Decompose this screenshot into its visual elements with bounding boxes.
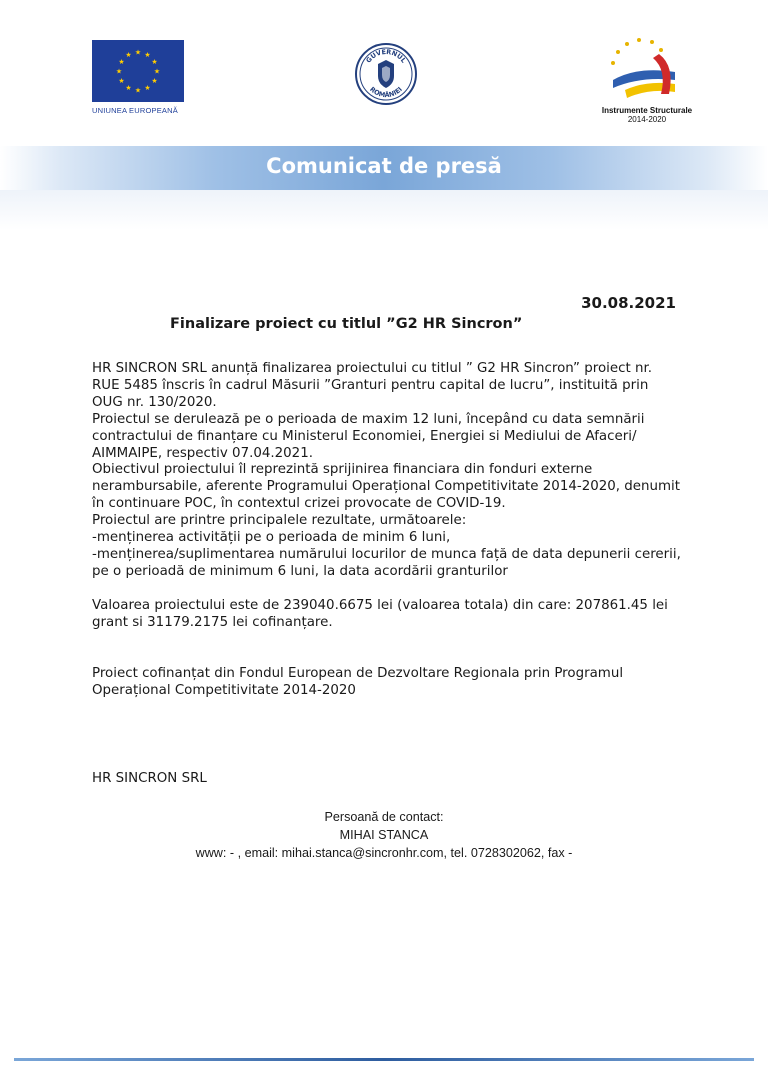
company-signature: HR SINCRON SRL: [92, 771, 207, 786]
project-value: Valoarea proiectului este de 239040.6675 lei (valoarea totala) din care: 207861.45 lei grant si 31179.2175 lei cofinanțare.: [92, 597, 668, 630]
is-caption-years: 2014-2020: [627, 115, 667, 124]
eu-star-icon: ★: [134, 86, 142, 95]
government-seal-icon: [354, 42, 418, 106]
eu-logo: [92, 40, 184, 116]
body-paragraph: -menținerea activității pe o perioada de minim 6 luni,: [92, 530, 451, 546]
contact-label: Persoană de contact:: [324, 810, 444, 824]
funding-statement: Proiect cofinanțat din Fondul European de Dezvoltare Regionala prin Programul Operațional Competitivitate 2014-2020: [92, 665, 624, 698]
contact-block: [0, 808, 768, 862]
release-title: Finalizare proiect cu titlul ”G2 HR Sincron”: [170, 316, 523, 332]
press-release-banner: [0, 146, 768, 190]
release-date: 30.08.2021: [581, 294, 676, 312]
eu-star-icon: ★: [144, 51, 151, 60]
contact-name: MIHAI STANCA: [339, 828, 429, 842]
footer-divider: [14, 1058, 754, 1061]
structural-instruments-icon: [597, 36, 697, 102]
instrumente-structurale-logo: [597, 36, 697, 128]
eu-flag-icon: [92, 40, 184, 102]
body-paragraph: Obiectivul proiectului îl reprezintă sprijinirea financiara din fonduri externe nerambursabile, aferente Programului Operațional Competitivitate 2014-2020, denumit în continuare POC, în contextul crizei provocate de COVID-19.: [92, 462, 681, 512]
eu-star-icon: ★: [118, 77, 125, 85]
body-paragraph: -menținerea/suplimentarea numărului locurilor de munca față de data depunerii cererii, pe o perioadă de minimum 6 luni, la data acordării granturilor: [92, 546, 681, 579]
eu-star-icon: ★: [118, 58, 125, 66]
eu-star-icon: ★: [134, 48, 142, 57]
body-paragraph: Proiectul are printre principalele rezultate, următoarele:: [92, 513, 467, 529]
eu-star-icon: ★: [125, 83, 132, 92]
gov-seal-bottom-text: ROMÂNIEI: [368, 85, 404, 100]
banner-title: Comunicat de presă: [266, 154, 502, 178]
eu-star-icon: ★: [144, 83, 151, 92]
eu-caption: UNIUNEA EUROPEANĂ: [92, 106, 178, 115]
body-paragraph: HR SINCRON SRL anunță finalizarea proiectului cu titlul ” G2 HR Sincron” proiect nr. RUE 5485 înscris în cadrul Măsurii ”Granturi pentru capital de lucru”, instituită prin OUG nr. 130/2020.: [92, 361, 652, 410]
gov-seal-top-text: GUVERNUL: [364, 47, 408, 65]
eu-star-icon: ★: [151, 58, 158, 66]
release-body: [92, 361, 682, 699]
eu-star-icon: ★: [153, 67, 161, 76]
banner-shadow: [0, 190, 768, 230]
body-paragraph: Proiectul se derulează pe o perioada de maxim 12 luni, începând cu data semnării contractului de finanțare cu Ministerul Economiei, Energiei si Mediului de Afaceri/ AIMMAIPE, respectiv 07.04.2021.: [92, 411, 645, 461]
eu-star-icon: ★: [125, 51, 132, 60]
is-caption-title: Instrumente Structurale: [601, 106, 693, 115]
eu-star-icon: ★: [115, 67, 123, 76]
eu-star-icon: ★: [151, 77, 158, 85]
contact-details: www: - , email: mihai.stanca@sincronhr.com, tel. 0728302062, fax -: [195, 846, 573, 860]
